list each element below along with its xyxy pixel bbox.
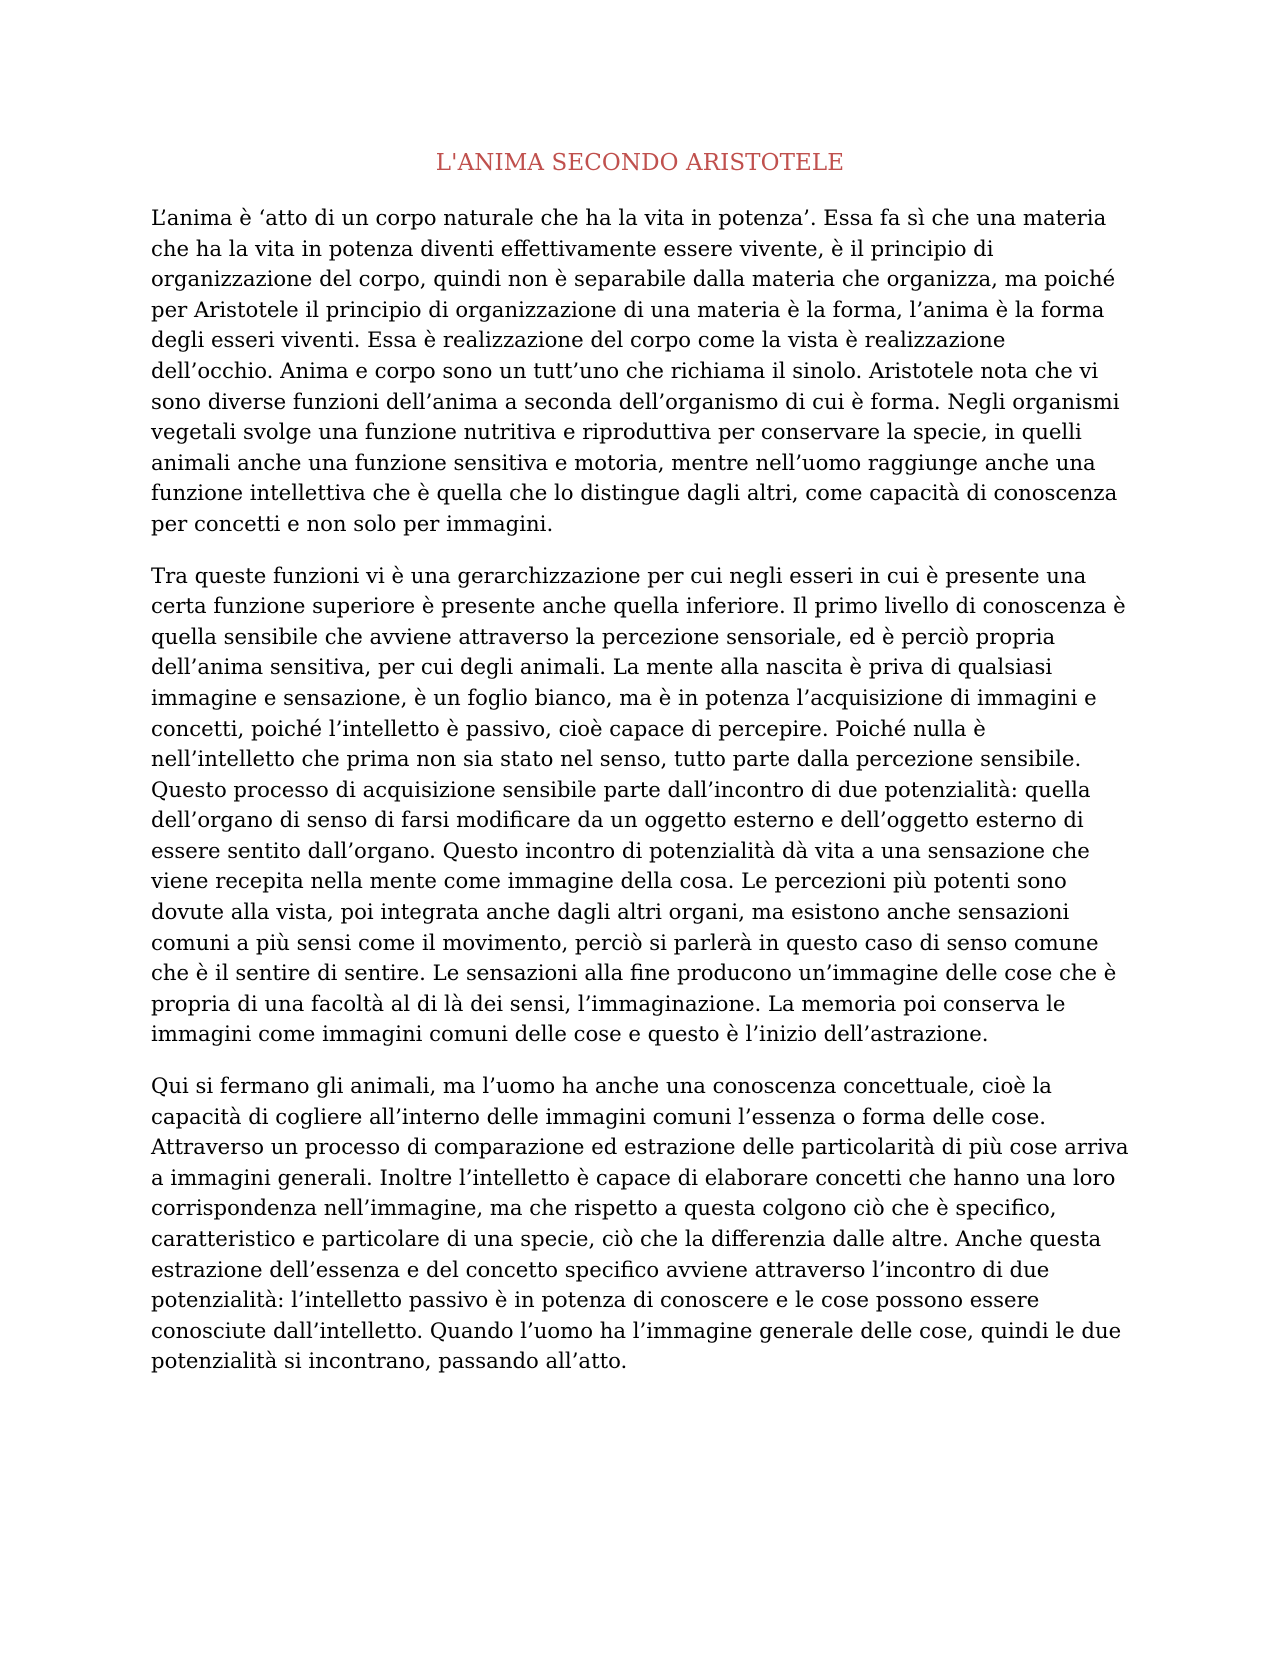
paragraph-1: L’anima è ‘atto di un corpo naturale che ha la vita in potenza’. Essa fa sì che una materia che ha la vita in potenza diventi effettivamente essere vivente, è il principio di organizzazione del corpo, quindi non è separabile dalla materia che organizza, ma poiché per Aristotele il principio di organizzazione di una materia è la forma, l’anima è la forma degli esseri viventi. Essa è realizzazione del corpo come la vista è realizzazione dell’occhio. Anima e corpo sono un tutt’uno che richiama il sinolo. Aristotele nota che vi sono diverse funzioni dell’anima a seconda dell’organismo di cui è forma. Negli organismi vegetali svolge una funzione nutritiva e riproduttiva per conservare la specie, in quelli animali anche una funzione sensitiva e motoria, mentre nell’uomo raggiunge anche una funzione intellettiva che è quella che lo distingue dagli altri, come capacità di conoscenza per concetti e non solo per immagini.: [151, 205, 1120, 536]
paragraph-3: Qui si fermano gli animali, ma l’uomo ha anche una conoscenza concettuale, cioè la capacità di cogliere all’interno delle immagini comuni l’essenza o forma delle cose. Attraverso un processo di comparazione ed estrazione delle particolarità di più cose arriva a immagini generali. Inoltre l’intelletto è capace di elaborare concetti che hanno una loro corrispondenza nell’immagine, ma che rispetto a questa colgono ciò che è specifico, caratteristico e particolare di una specie, ciò che la differenzia dalle altre. Anche questa estrazione dell’essenza e del concetto specifico avviene attraverso l’incontro di due potenzialità: l’intelletto passivo è in potenza di conoscere e le cose possono essere conosciute dall’intelletto. Quando l’uomo ha l’immagine generale delle cose, quindi le due potenzialità si incontrano, passando all’atto.: [151, 1073, 1129, 1374]
document-body: [151, 203, 1129, 1398]
paragraph-2: Tra queste funzioni vi è una gerarchizzazione per cui negli esseri in cui è presente una certa funzione superiore è presente anche quella inferiore. Il primo livello di conoscenza è quella sensibile che avviene attraverso la percezione sensoriale, ed è perciò propria dell’anima sensitiva, per cui degli animali. La mente alla nascita è priva di qualsiasi immagine e sensazione, è un foglio bianco, ma è in potenza l’acquisizione di immagini e concetti, poiché l’intelletto è passivo, cioè capace di percepire. Poiché nulla è nell’intelletto che prima non sia stato nel senso, tutto parte dalla percezione sensibile. Questo processo di acquisizione sensibile parte dall’incontro di due potenzialità: quella dell’organo di senso di farsi modificare da un oggetto esterno e dell’oggetto esterno di essere sentito dall’organo. Questo incontro di potenzialità dà vita a una sensazione che viene recepita nella mente come immagine della cosa. Le percezioni più potenti sono dovute alla vista, poi integrata anche dagli altri organi, ma esistono anche sensazioni comuni a più sensi come il movimento, perciò si parlerà in questo caso di senso comune che è il sentire di sentire. Le sensazioni alla fine producono un’immagine delle cose che è propria di una facoltà al di là dei sensi, l’immaginazione. La memoria poi conserva le immagini come immagini comuni delle cose e questo è l’inizio dell’astrazione.: [151, 562, 1126, 1047]
document-title: L'ANIMA SECONDO ARISTOTELE: [435, 150, 845, 176]
